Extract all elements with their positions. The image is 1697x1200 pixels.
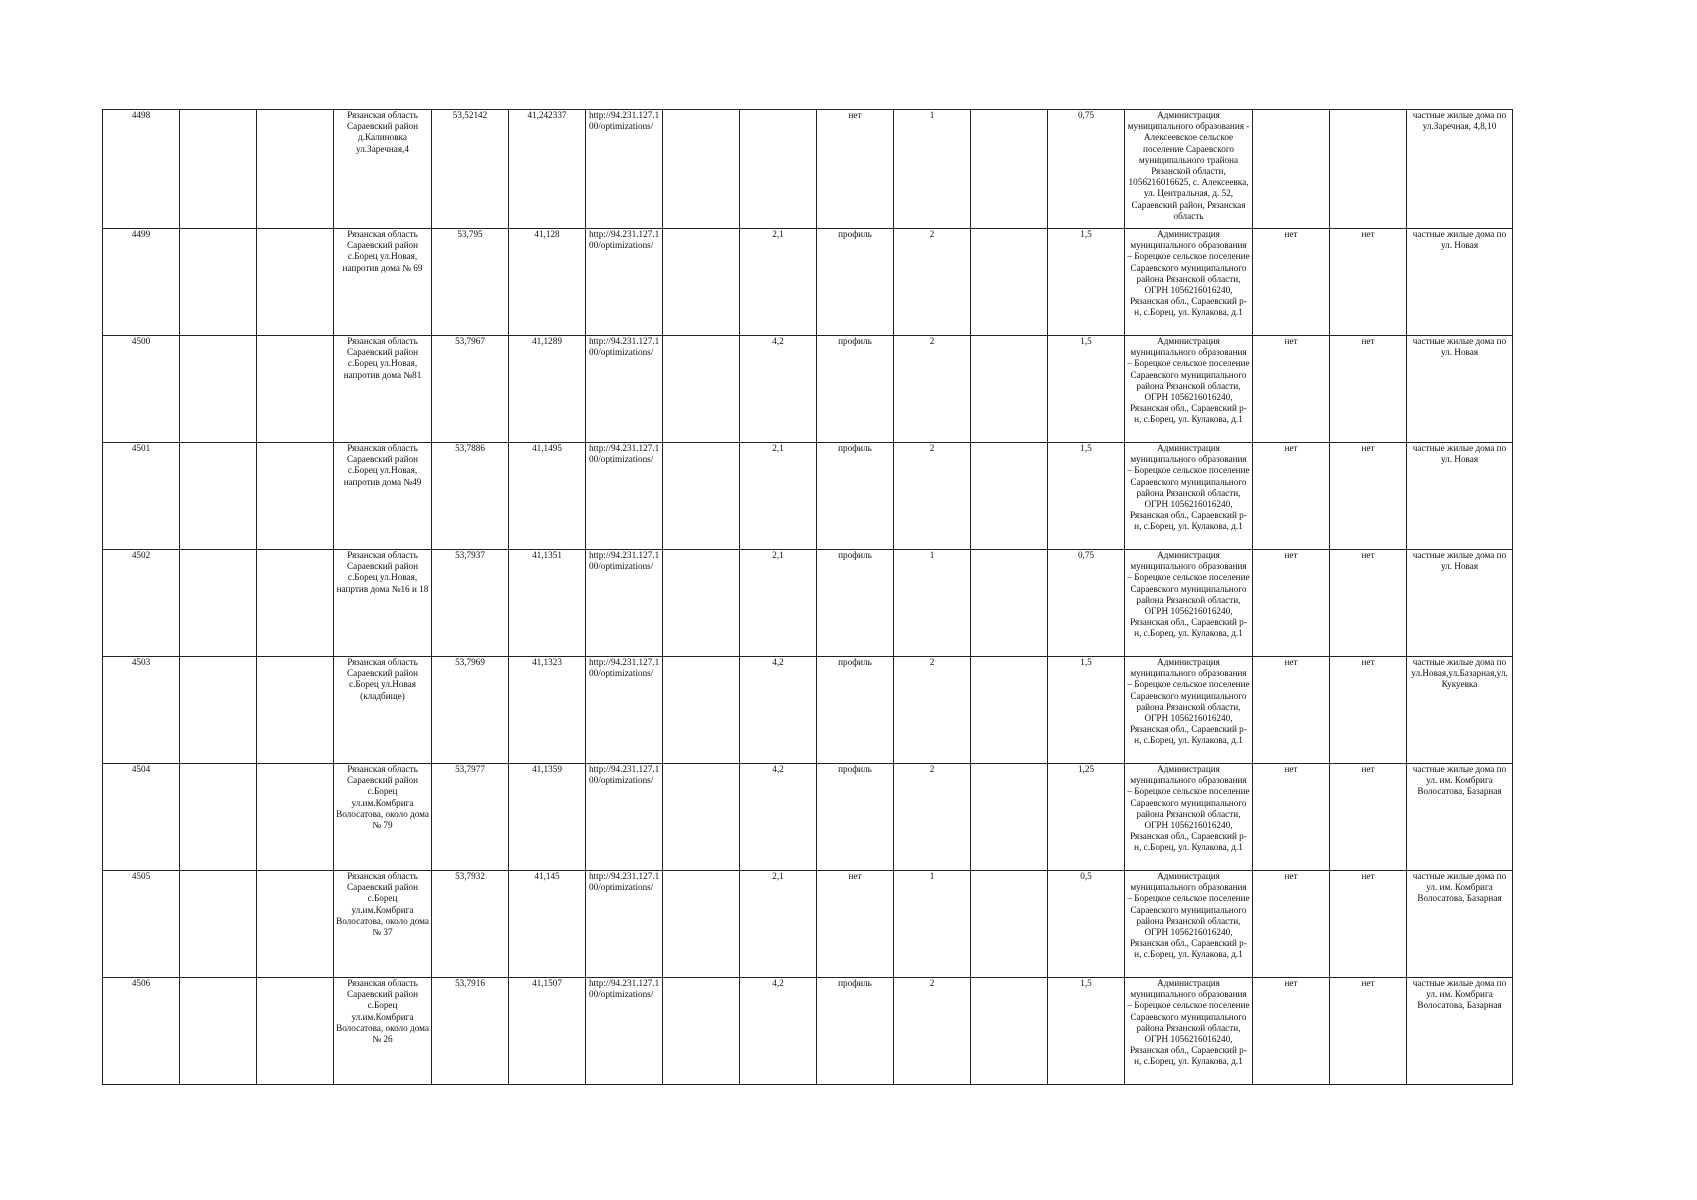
cell-container-count: 2 (894, 443, 971, 550)
cell-empty-8 (663, 550, 740, 657)
cell-waste-sources: частные жилые дома по ул. Новая (1407, 550, 1513, 657)
table-row (103, 978, 1513, 1085)
cell-col-16: нет (1330, 871, 1407, 978)
cell-empty-12 (971, 443, 1048, 550)
cell-col-15: нет (1253, 336, 1330, 443)
cell-col-15: нет (1253, 229, 1330, 336)
cell-empty-2 (180, 871, 257, 978)
cell-covering: профиль (817, 657, 894, 764)
table-row (103, 229, 1513, 336)
cell-area: 2,1 (740, 550, 817, 657)
cell-empty-12 (971, 978, 1048, 1085)
cell-waste-sources: частные жилые дома по ул. им. Комбрига Волосатова, Базарная (1407, 764, 1513, 871)
cell-address: Рязанская область Сараевский район с.Борец ул.Новая, напротив дома № 69 (334, 229, 432, 336)
cell-empty-8 (663, 657, 740, 764)
cell-url: http://94.231.127.100/optimizations/ (586, 657, 663, 764)
cell-area: 4,2 (740, 657, 817, 764)
cell-empty-3 (257, 110, 334, 229)
cell-empty-12 (971, 229, 1048, 336)
table-row (103, 657, 1513, 764)
cell-owner: Администрация муниципального образования – Борецкое сельское поселение Сараевского муниципального района Рязанской области, ОГРН 1056216016240, Рязанская обл., Сараевский р-н, с.Борец, ул. Кулакова, д.1 (1125, 550, 1253, 657)
cell-waste-sources: частные жилые дома по ул.Заречная, 4,8,10 (1407, 110, 1513, 229)
cell-owner: Администрация муниципального образования – Борецкое сельское поселение Сараевского муниципального района Рязанской области, ОГРН 1056216016240, Рязанская обл., Сараевский р-н, с.Борец, ул. Кулакова, д.1 (1125, 978, 1253, 1085)
cell-waste-sources: частные жилые дома по ул.Новая,ул.Базарная,ул. Кукуевка (1407, 657, 1513, 764)
cell-owner: Администрация муниципального образования – Борецкое сельское поселение Сараевского муниципального района Рязанской области, ОГРН 1056216016240, Рязанская обл., Сараевский р-н, с.Борец, ул. Кулакова, д.1 (1125, 229, 1253, 336)
cell-longitude: 41,242337 (509, 110, 586, 229)
cell-url: http://94.231.127.100/optimizations/ (586, 550, 663, 657)
cell-empty-3 (257, 978, 334, 1085)
cell-volume: 1,5 (1048, 443, 1125, 550)
cell-container-count: 2 (894, 764, 971, 871)
cell-number: 4503 (103, 657, 180, 764)
cell-volume: 0,75 (1048, 110, 1125, 229)
cell-col-15: нет (1253, 657, 1330, 764)
cell-owner: Администрация муниципального образования – Борецкое сельское поселение Сараевского муниципального района Рязанской области, ОГРН 1056216016240, Рязанская обл., Сараевский р-н, с.Борец, ул. Кулакова, д.1 (1125, 336, 1253, 443)
cell-col-16: нет (1330, 229, 1407, 336)
cell-address: Рязанская область Сараевский район д.Калиновка ул.Заречная,4 (334, 110, 432, 229)
cell-address: Рязанская область Сараевский район с.Борец ул.им.Комбрига Волосатова, около дома № 26 (334, 978, 432, 1085)
cell-col-15: нет (1253, 550, 1330, 657)
cell-empty-2 (180, 336, 257, 443)
cell-empty-12 (971, 871, 1048, 978)
cell-empty-2 (180, 978, 257, 1085)
cell-volume: 1,5 (1048, 978, 1125, 1085)
table-row (103, 336, 1513, 443)
cell-latitude: 53,7977 (432, 764, 509, 871)
cell-empty-3 (257, 871, 334, 978)
cell-longitude: 41,1323 (509, 657, 586, 764)
cell-empty-2 (180, 550, 257, 657)
cell-owner: Администрация муниципального образования – Борецкое сельское поселение Сараевского муниципального района Рязанской области, ОГРН 1056216016240, Рязанская обл., Сараевский р-н, с.Борец, ул. Кулакова, д.1 (1125, 764, 1253, 871)
cell-latitude: 53,7932 (432, 871, 509, 978)
cell-empty-2 (180, 764, 257, 871)
cell-owner: Администрация муниципального образования - Алексеевское сельское поселение Сараевского муниципального трайона Рязанской области, 1056216016625, с. Алексеевка, ул. Центральная, д. 52, Сараевский район, Рязанская область (1125, 110, 1253, 229)
cell-latitude: 53,7967 (432, 336, 509, 443)
cell-url: http://94.231.127.100/optimizations/ (586, 229, 663, 336)
cell-col-16: нет (1330, 657, 1407, 764)
cell-volume: 1,5 (1048, 336, 1125, 443)
cell-url: http://94.231.127.100/optimizations/ (586, 443, 663, 550)
table-row (103, 871, 1513, 978)
cell-volume: 1,25 (1048, 764, 1125, 871)
cell-address: Рязанская область Сараевский район с.Борец ул.Новая, напртив дома №16 и 18 (334, 550, 432, 657)
cell-empty-8 (663, 764, 740, 871)
cell-empty-2 (180, 443, 257, 550)
cell-area (740, 110, 817, 229)
cell-covering: профиль (817, 550, 894, 657)
cell-longitude: 41,1359 (509, 764, 586, 871)
cell-latitude: 53,52142 (432, 110, 509, 229)
cell-empty-12 (971, 764, 1048, 871)
cell-col-16: нет (1330, 764, 1407, 871)
cell-container-count: 2 (894, 978, 971, 1085)
cell-empty-8 (663, 871, 740, 978)
cell-owner: Администрация муниципального образования – Борецкое сельское поселение Сараевского муниципального района Рязанской области, ОГРН 1056216016240, Рязанская обл., Сараевский р-н, с.Борец, ул. Кулакова, д.1 (1125, 443, 1253, 550)
cell-empty-3 (257, 443, 334, 550)
cell-latitude: 53,7937 (432, 550, 509, 657)
cell-col-16: нет (1330, 336, 1407, 443)
cell-container-count: 2 (894, 336, 971, 443)
cell-volume: 0,75 (1048, 550, 1125, 657)
cell-longitude: 41,145 (509, 871, 586, 978)
registry-table (102, 109, 1513, 1085)
cell-covering: профиль (817, 764, 894, 871)
cell-empty-8 (663, 443, 740, 550)
cell-address: Рязанская область Сараевский район с.Борец ул.им.Комбрига Волосатова, около дома № 37 (334, 871, 432, 978)
cell-area: 4,2 (740, 978, 817, 1085)
cell-covering: профиль (817, 443, 894, 550)
cell-longitude: 41,1495 (509, 443, 586, 550)
cell-empty-8 (663, 978, 740, 1085)
cell-empty-12 (971, 657, 1048, 764)
cell-empty-3 (257, 229, 334, 336)
cell-empty-3 (257, 657, 334, 764)
cell-col-16 (1330, 110, 1407, 229)
cell-covering: профиль (817, 336, 894, 443)
cell-address: Рязанская область Сараевский район с.Борец ул.им.Комбрига Волосатова, около дома № 79 (334, 764, 432, 871)
cell-owner: Администрация муниципального образования – Борецкое сельское поселение Сараевского муниципального района Рязанской области, ОГРН 1056216016240, Рязанская обл., Сараевский р-н, с.Борец, ул. Кулакова, д.1 (1125, 871, 1253, 978)
cell-url: http://94.231.127.100/optimizations/ (586, 871, 663, 978)
cell-longitude: 41,1351 (509, 550, 586, 657)
table-row (103, 764, 1513, 871)
cell-owner: Администрация муниципального образования – Борецкое сельское поселение Сараевского муниципального района Рязанской области, ОГРН 1056216016240, Рязанская обл., Сараевский р-н, с.Борец, ул. Кулакова, д.1 (1125, 657, 1253, 764)
cell-col-15: нет (1253, 764, 1330, 871)
cell-container-count: 1 (894, 871, 971, 978)
cell-area: 2,1 (740, 229, 817, 336)
cell-number: 4502 (103, 550, 180, 657)
cell-longitude: 41,1507 (509, 978, 586, 1085)
cell-col-15: нет (1253, 443, 1330, 550)
cell-covering: нет (817, 110, 894, 229)
cell-number: 4500 (103, 336, 180, 443)
cell-number: 4498 (103, 110, 180, 229)
cell-empty-2 (180, 110, 257, 229)
cell-number: 4499 (103, 229, 180, 336)
cell-covering: профиль (817, 978, 894, 1085)
cell-area: 2,1 (740, 443, 817, 550)
cell-waste-sources: частные жилые дома по ул. Новая (1407, 336, 1513, 443)
cell-empty-3 (257, 550, 334, 657)
cell-container-count: 1 (894, 550, 971, 657)
cell-url: http://94.231.127.100/optimizations/ (586, 110, 663, 229)
cell-address: Рязанская область Сараевский район с.Борец ул.Новая, напротив дома №81 (334, 336, 432, 443)
cell-empty-8 (663, 110, 740, 229)
cell-address: Рязанская область Сараевский район с.Борец ул.Новая (кладбище) (334, 657, 432, 764)
cell-covering: профиль (817, 229, 894, 336)
cell-container-count: 1 (894, 110, 971, 229)
cell-latitude: 53,7969 (432, 657, 509, 764)
table-row (103, 550, 1513, 657)
cell-area: 4,2 (740, 764, 817, 871)
cell-col-15 (1253, 110, 1330, 229)
cell-col-16: нет (1330, 550, 1407, 657)
cell-col-15: нет (1253, 978, 1330, 1085)
cell-url: http://94.231.127.100/optimizations/ (586, 978, 663, 1085)
cell-container-count: 2 (894, 657, 971, 764)
cell-longitude: 41,1289 (509, 336, 586, 443)
cell-empty-8 (663, 229, 740, 336)
cell-number: 4501 (103, 443, 180, 550)
cell-waste-sources: частные жилые дома по ул. Новая (1407, 443, 1513, 550)
cell-empty-2 (180, 657, 257, 764)
cell-latitude: 53,7886 (432, 443, 509, 550)
cell-latitude: 53,7916 (432, 978, 509, 1085)
cell-volume: 1,5 (1048, 657, 1125, 764)
cell-number: 4504 (103, 764, 180, 871)
cell-empty-8 (663, 336, 740, 443)
cell-address: Рязанская область Сараевский район с.Борец ул.Новая, напротив дома №49 (334, 443, 432, 550)
cell-volume: 1,5 (1048, 229, 1125, 336)
cell-area: 4,2 (740, 336, 817, 443)
cell-covering: нет (817, 871, 894, 978)
cell-empty-12 (971, 550, 1048, 657)
cell-col-15: нет (1253, 871, 1330, 978)
cell-area: 2,1 (740, 871, 817, 978)
cell-latitude: 53,795 (432, 229, 509, 336)
cell-url: http://94.231.127.100/optimizations/ (586, 764, 663, 871)
cell-empty-12 (971, 110, 1048, 229)
cell-longitude: 41,128 (509, 229, 586, 336)
table-row (103, 443, 1513, 550)
cell-empty-3 (257, 336, 334, 443)
cell-container-count: 2 (894, 229, 971, 336)
cell-url: http://94.231.127.100/optimizations/ (586, 336, 663, 443)
cell-empty-12 (971, 336, 1048, 443)
cell-waste-sources: частные жилые дома по ул. Новая (1407, 229, 1513, 336)
cell-waste-sources: частные жилые дома по ул. им. Комбрига Волосатова, Базарная (1407, 978, 1513, 1085)
cell-volume: 0,5 (1048, 871, 1125, 978)
cell-number: 4506 (103, 978, 180, 1085)
cell-waste-sources: частные жилые дома по ул. им. Комбрига Волосатова, Базарная (1407, 871, 1513, 978)
cell-col-16: нет (1330, 978, 1407, 1085)
table-row (103, 110, 1513, 229)
cell-col-16: нет (1330, 443, 1407, 550)
cell-empty-3 (257, 764, 334, 871)
cell-empty-2 (180, 229, 257, 336)
cell-number: 4505 (103, 871, 180, 978)
